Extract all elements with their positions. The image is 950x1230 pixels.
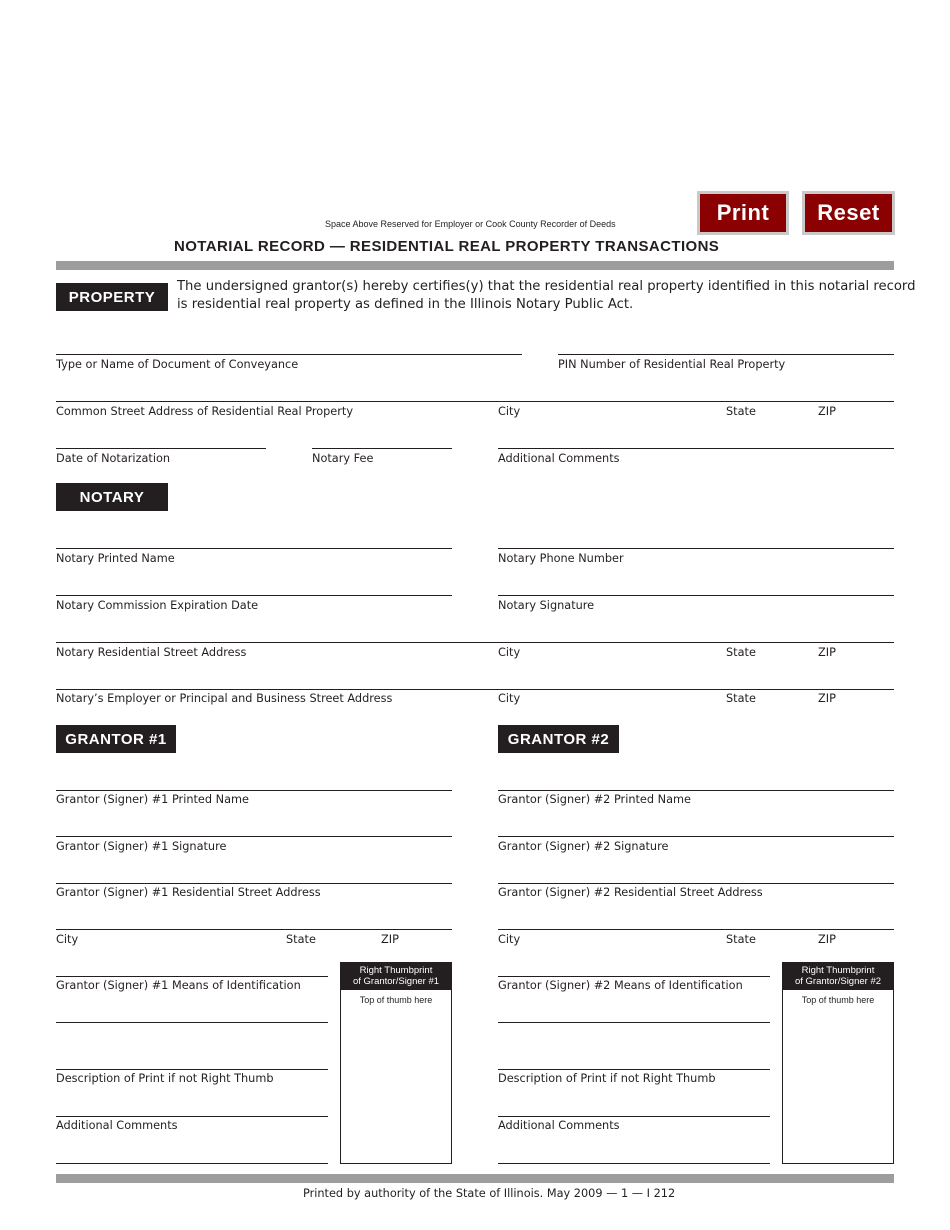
bottom-divider-bar <box>56 1174 894 1183</box>
notarization-date-label: Date of Notarization <box>56 452 171 465</box>
property-street-label: Common Street Address of Residential Real Property <box>56 405 354 418</box>
grantor2-signature-field[interactable] <box>498 816 894 837</box>
page-title: NOTARIAL RECORD — RESIDENTIAL REAL PROPERTY TRANSACTIONS <box>174 238 720 255</box>
notary-residential-zip-label: ZIP <box>818 646 836 659</box>
grantor2-section-tag: GRANTOR #2 <box>498 725 619 753</box>
grantor1-comments-label: Additional Comments <box>56 1119 178 1132</box>
grantor2-print-desc-label: Description of Print if not Right Thumb <box>498 1072 716 1085</box>
grantor1-print-desc-label: Description of Print if not Right Thumb <box>56 1072 274 1085</box>
pin-label: PIN Number of Residential Real Property <box>558 358 786 371</box>
pin-field[interactable] <box>558 334 894 355</box>
grantor1-thumb-line1: Right Thumbprint <box>359 965 433 976</box>
notary-employer-address-label: Notary’s Employer or Principal and Business Street Address <box>56 692 393 705</box>
grantor2-comments-field[interactable] <box>498 1096 770 1117</box>
grantor1-id-extra-field[interactable] <box>56 1002 328 1023</box>
grantor2-id-extra-field[interactable] <box>498 1002 770 1023</box>
grantor2-thumbprint-box <box>782 962 894 1164</box>
notary-phone-field[interactable] <box>498 528 894 549</box>
doc-type-label: Type or Name of Document of Conveyance <box>56 358 299 371</box>
notary-expiration-field[interactable] <box>56 575 452 596</box>
notary-name-label: Notary Printed Name <box>56 552 175 565</box>
grantor1-id-field[interactable] <box>56 956 328 977</box>
notary-fee-field[interactable] <box>312 428 452 449</box>
grantor1-thumbprint-header <box>341 963 451 990</box>
grantor1-signature-label: Grantor (Signer) #1 Signature <box>56 840 227 853</box>
property-comments-field[interactable] <box>498 428 894 449</box>
grantor2-comments-extra-field[interactable] <box>498 1143 770 1164</box>
notary-residential-address-field[interactable] <box>56 622 894 643</box>
grantor2-signature-label: Grantor (Signer) #2 Signature <box>498 840 669 853</box>
notary-fee-label: Notary Fee <box>312 452 374 465</box>
notary-residential-address-label: Notary Residential Street Address <box>56 646 247 659</box>
reserved-space-note: Space Above Reserved for Employer or Cook County Recorder of Deeds <box>325 219 616 229</box>
property-zip-label: ZIP <box>818 405 836 418</box>
notary-employer-zip-label: ZIP <box>818 692 836 705</box>
grantor1-thumbprint-box <box>340 962 452 1164</box>
property-comments-label: Additional Comments <box>498 452 620 465</box>
grantor2-state-label: State <box>726 933 756 946</box>
grantor2-street-field[interactable] <box>498 863 894 884</box>
grantor1-city-label: City <box>56 933 79 946</box>
notary-employer-city-label: City <box>498 692 521 705</box>
notary-phone-label: Notary Phone Number <box>498 552 624 565</box>
grantor1-zip-label: ZIP <box>381 933 399 946</box>
grantor2-comments-label: Additional Comments <box>498 1119 620 1132</box>
print-button[interactable]: Print <box>697 191 789 235</box>
grantor2-name-field[interactable] <box>498 770 894 791</box>
property-section-tag: PROPERTY <box>56 283 168 311</box>
notary-residential-state-label: State <box>726 646 756 659</box>
grantor1-signature-field[interactable] <box>56 816 452 837</box>
top-divider-bar <box>56 261 894 270</box>
grantor1-city-state-zip-field[interactable] <box>56 909 452 930</box>
notary-section-tag: NOTARY <box>56 483 168 511</box>
grantor1-print-desc-field[interactable] <box>56 1049 328 1070</box>
grantor1-street-label: Grantor (Signer) #1 Residential Street Address <box>56 886 321 899</box>
grantor1-name-field[interactable] <box>56 770 452 791</box>
grantor2-city-label: City <box>498 933 521 946</box>
property-city-state-zip-field[interactable] <box>452 381 894 402</box>
grantor1-thumb-line2: of Grantor/Signer #1 <box>352 976 440 987</box>
notary-signature-field[interactable] <box>498 575 894 596</box>
grantor1-section-tag: GRANTOR #1 <box>56 725 176 753</box>
notary-employer-address-field[interactable] <box>56 669 894 690</box>
reset-button[interactable]: Reset <box>802 191 895 235</box>
grantor2-print-desc-field[interactable] <box>498 1049 770 1070</box>
grantor1-comments-field[interactable] <box>56 1096 328 1117</box>
property-state-label: State <box>726 405 756 418</box>
grantor2-id-field[interactable] <box>498 956 770 977</box>
notarization-date-field[interactable] <box>56 428 266 449</box>
notary-expiration-label: Notary Commission Expiration Date <box>56 599 259 612</box>
grantor2-thumb-line2: of Grantor/Signer #2 <box>794 976 882 987</box>
grantor2-thumbprint-header <box>783 963 893 990</box>
grantor1-name-label: Grantor (Signer) #1 Printed Name <box>56 793 249 806</box>
notary-name-field[interactable] <box>56 528 452 549</box>
grantor2-zip-label: ZIP <box>818 933 836 946</box>
grantor1-thumb-hint: Top of thumb here <box>359 995 433 1005</box>
grantor1-state-label: State <box>286 933 316 946</box>
grantor2-thumb-hint: Top of thumb here <box>801 995 875 1005</box>
footer-text: Printed by authority of the State of Illinois. May 2009 — 1 — I 212 <box>303 1187 676 1200</box>
property-intro-line-1: The undersigned grantor(s) hereby certifies(y) that the residential real property identified in this notarial record <box>177 279 916 294</box>
grantor1-comments-extra-field[interactable] <box>56 1143 328 1164</box>
property-city-label: City <box>498 405 521 418</box>
grantor2-city-state-zip-field[interactable] <box>498 909 894 930</box>
property-street-field[interactable] <box>56 381 452 402</box>
doc-type-field[interactable] <box>56 334 522 355</box>
notary-residential-city-label: City <box>498 646 521 659</box>
property-intro-line-2: is residential real property as defined in the Illinois Notary Public Act. <box>177 297 634 312</box>
grantor2-thumb-line1: Right Thumbprint <box>801 965 875 976</box>
notary-signature-label: Notary Signature <box>498 599 595 612</box>
grantor2-id-label: Grantor (Signer) #2 Means of Identification <box>498 979 743 992</box>
grantor1-id-label: Grantor (Signer) #1 Means of Identification <box>56 979 301 992</box>
notary-employer-state-label: State <box>726 692 756 705</box>
grantor2-name-label: Grantor (Signer) #2 Printed Name <box>498 793 691 806</box>
grantor1-street-field[interactable] <box>56 863 452 884</box>
grantor2-street-label: Grantor (Signer) #2 Residential Street Address <box>498 886 763 899</box>
